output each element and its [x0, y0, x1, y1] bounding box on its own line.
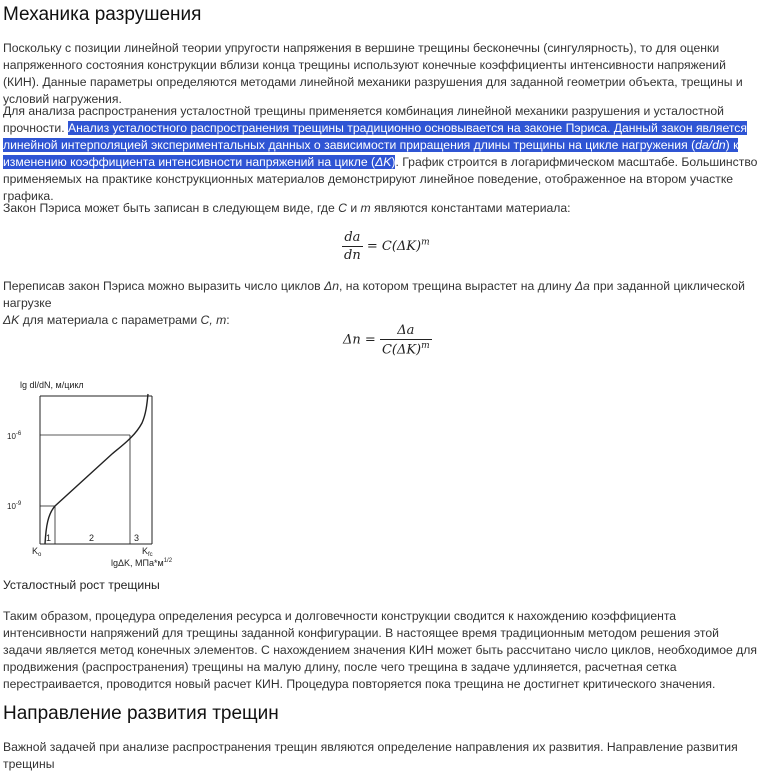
formula2-lhs: Δn =	[343, 332, 376, 348]
paragraph-intro: Поскольку с позиции линейной теории упругости напряжения в вершине трещины бесконечны (сингулярность), то для оценки напряженного состояния конструкции вблизи конца трещины используют конечные коэффициенты интенсивности напряжений (КИН). Данные параметры определяются методами линейной механики разрушения для заданной геометрии объекта, трещины и условий нагружения.	[3, 41, 743, 106]
chart-region-2: 2	[89, 533, 95, 543]
constants-text-b: и	[346, 201, 361, 215]
fatigue-crack-growth-chart	[0, 378, 200, 574]
formula1-denominator: dn	[344, 248, 361, 263]
formula-cycles	[343, 323, 432, 357]
paragraph-cycles	[3, 278, 759, 329]
chart-ytick-high: $10^{-6}$	[7, 431, 22, 441]
chart-growth-curve	[45, 394, 148, 544]
chart-region-3: 3	[134, 533, 140, 543]
var-delta-n: Δn	[324, 279, 339, 293]
constants-text-end: являются константами материала:	[370, 201, 571, 215]
paragraph-conclusion: Таким образом, процедура определения ресурса и долговечности конструкции сводится к нахождению коэффициента интенсивности напряжений для трещины заданной конфигурации. В настоящее время традиционным методом решения этой задачи является метод конечных элементов. С нахождением значения КИН может быть рассчитано число циклов, необходимое для продвижения (распространения) трещины на малую длину, после чего трещина в задаче удлиняется, расчетная сетка перестраивается, проводится новый расчет КИН. Процедура повторяется пока трещина не достигнет критического значения.	[3, 609, 757, 691]
var-delta-a: Δa	[574, 279, 590, 293]
paragraph-crack-direction: Важной задачей при анализе распространения трещин являются определение направления их развития. Направление развития трещины	[3, 740, 738, 771]
section-title-crack-direction: Направление развития трещин	[3, 703, 279, 724]
constants-text-a: Закон Пэриса может быть записан в следующем виде, где	[3, 201, 339, 215]
paris-rest-text: . График строится в логарифмическом масштабе. Большинство применяемых на практике конструкционных материалов демонстрируют линейное поведение, отображенное на втором участке графика.	[3, 155, 758, 203]
formula2-denominator	[380, 340, 432, 357]
cycles-text-end: :	[226, 313, 230, 327]
formula1-exponent: m	[421, 237, 430, 248]
figure-caption: Усталостный рост трещины	[3, 578, 160, 592]
formula1-fraction	[342, 230, 363, 263]
var-params: C, m	[200, 313, 227, 327]
chart-ylabel: lg dl/dN, м/цикл	[20, 380, 84, 390]
chart-xlabel: lgΔK, $МПа*м^{1/2}$	[111, 558, 173, 568]
chart-ytick-low: $10^{-9}$	[7, 501, 22, 511]
formula2-fraction	[380, 323, 432, 357]
selected-text-part-a: Анализ усталостного распространения трещины традиционно основывается на законе Пэриса. Данный закон является линейной интерполяцией экспериментальных данных о зависимости приращения длины трещины на цикле нагружения (	[3, 121, 747, 152]
formula2-denominator-text: C(ΔK)	[381, 342, 422, 358]
formula2-numerator: Δa	[380, 323, 432, 340]
formula-paris-law	[342, 230, 430, 263]
var-delta-k: ΔK	[3, 313, 20, 327]
cycles-text-b: , на котором трещина вырастет на длину	[339, 279, 575, 293]
constant-c: C	[338, 201, 347, 215]
constant-m: m	[360, 201, 371, 215]
selected-var-dadn: da/dn	[695, 138, 726, 152]
chart-k0-label: $K_o$	[32, 546, 42, 558]
paragraph-paris-constants	[3, 200, 759, 217]
cycles-text-a: Переписав закон Пэриса можно выразить число циклов	[3, 279, 325, 293]
paragraph-paris-law	[3, 103, 759, 205]
formula2-exponent: m	[421, 341, 430, 351]
chart-region-1: 1	[46, 533, 52, 543]
chart-kfc-label: $K_{fc}$	[142, 546, 153, 558]
selected-text-part-b: ) к изменению коэффициента интенсивности напряжений на цикле (	[3, 138, 739, 169]
cycles-text-d: для материала с параметрами	[19, 313, 201, 327]
formula1-rhs: = C(ΔK)	[366, 239, 422, 254]
section-title-fracture-mechanics: Механика разрушения	[3, 4, 202, 25]
paris-intro-text: Для анализа распространения усталостной трещины применяется комбинация линейной механики разрушения и усталостной прочности.	[3, 104, 724, 135]
cycles-text-c: при заданной циклической нагрузке	[3, 279, 745, 310]
selected-var-dk: ΔK	[375, 155, 392, 169]
formula1-numerator: da	[342, 230, 363, 247]
selected-text-part-c: )	[391, 155, 396, 169]
